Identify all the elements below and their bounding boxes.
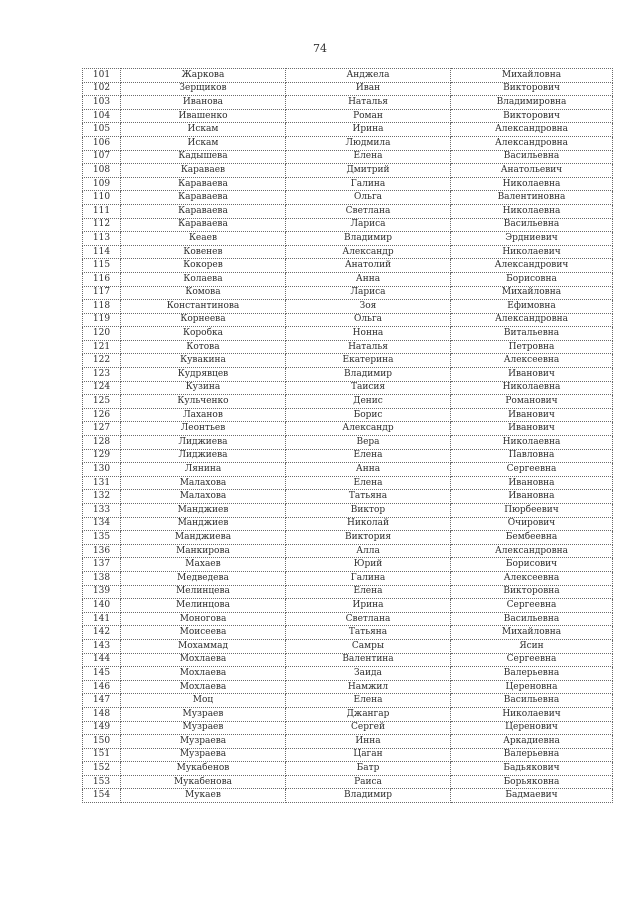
row-number-cell: 121 bbox=[83, 340, 121, 354]
row-number-cell: 120 bbox=[83, 327, 121, 341]
first-name-cell: Ольга bbox=[286, 313, 451, 327]
patronymic-cell: Валерьевна bbox=[451, 667, 613, 681]
first-name-cell: Анатолий bbox=[286, 259, 451, 273]
table-row bbox=[83, 599, 613, 613]
table-row bbox=[83, 109, 613, 123]
table-row bbox=[83, 775, 613, 789]
table-row bbox=[83, 150, 613, 164]
patronymic-cell: Борисович bbox=[451, 558, 613, 572]
table-row bbox=[83, 218, 613, 232]
patronymic-cell: Николаевна bbox=[451, 177, 613, 191]
first-name-cell: Татьяна bbox=[286, 490, 451, 504]
row-number-cell: 119 bbox=[83, 313, 121, 327]
table-row bbox=[83, 123, 613, 137]
row-number-cell: 136 bbox=[83, 544, 121, 558]
last-name-cell: Искам bbox=[121, 136, 286, 150]
first-name-cell: Нонна bbox=[286, 327, 451, 341]
table-row bbox=[83, 436, 613, 450]
table-row bbox=[83, 490, 613, 504]
table-row bbox=[83, 762, 613, 776]
patronymic-cell: Алексеевна bbox=[451, 571, 613, 585]
last-name-cell: Манкирова bbox=[121, 544, 286, 558]
table-row bbox=[83, 639, 613, 653]
row-number-cell: 124 bbox=[83, 381, 121, 395]
last-name-cell: Музраева bbox=[121, 735, 286, 749]
table-row bbox=[83, 544, 613, 558]
patronymic-cell: Бадмаевич bbox=[451, 789, 613, 803]
patronymic-cell: Бадьякович bbox=[451, 762, 613, 776]
first-name-cell: Иван bbox=[286, 82, 451, 96]
table-row bbox=[83, 463, 613, 477]
first-name-cell: Денис bbox=[286, 395, 451, 409]
first-name-cell: Роман bbox=[286, 109, 451, 123]
patronymic-cell: Очирович bbox=[451, 517, 613, 531]
first-name-cell: Вера bbox=[286, 436, 451, 450]
first-name-cell: Борис bbox=[286, 408, 451, 422]
patronymic-cell: Церенович bbox=[451, 721, 613, 735]
table-row bbox=[83, 667, 613, 681]
table-row bbox=[83, 707, 613, 721]
first-name-cell: Виктория bbox=[286, 531, 451, 545]
patronymic-cell: Борисовна bbox=[451, 272, 613, 286]
last-name-cell: Лянина bbox=[121, 463, 286, 477]
table-row bbox=[83, 69, 613, 83]
patronymic-cell: Викторовна bbox=[451, 585, 613, 599]
last-name-cell: Кокорев bbox=[121, 259, 286, 273]
last-name-cell: Медведева bbox=[121, 571, 286, 585]
patronymic-cell: Александровна bbox=[451, 544, 613, 558]
table-row bbox=[83, 272, 613, 286]
last-name-cell: Мелинцова bbox=[121, 599, 286, 613]
row-number-cell: 109 bbox=[83, 177, 121, 191]
row-number-cell: 125 bbox=[83, 395, 121, 409]
patronymic-cell: Петровна bbox=[451, 340, 613, 354]
first-name-cell: Елена bbox=[286, 449, 451, 463]
table-row bbox=[83, 449, 613, 463]
first-name-cell: Николай bbox=[286, 517, 451, 531]
table-row bbox=[83, 558, 613, 572]
row-number-cell: 130 bbox=[83, 463, 121, 477]
row-number-cell: 101 bbox=[83, 69, 121, 83]
row-number-cell: 108 bbox=[83, 164, 121, 178]
table-row bbox=[83, 136, 613, 150]
last-name-cell: Лиджиева bbox=[121, 436, 286, 450]
names-table-body bbox=[83, 69, 613, 803]
last-name-cell: Мукабенова bbox=[121, 775, 286, 789]
row-number-cell: 142 bbox=[83, 626, 121, 640]
last-name-cell: Манджиев bbox=[121, 517, 286, 531]
first-name-cell: Анна bbox=[286, 272, 451, 286]
first-name-cell: Намжил bbox=[286, 680, 451, 694]
row-number-cell: 112 bbox=[83, 218, 121, 232]
last-name-cell: Музраева bbox=[121, 748, 286, 762]
last-name-cell: Музраев bbox=[121, 721, 286, 735]
first-name-cell: Галина bbox=[286, 571, 451, 585]
last-name-cell: Корнеева bbox=[121, 313, 286, 327]
first-name-cell: Виктор bbox=[286, 504, 451, 518]
patronymic-cell: Васильевна bbox=[451, 218, 613, 232]
table-row bbox=[83, 381, 613, 395]
table-row bbox=[83, 191, 613, 205]
first-name-cell: Людмила bbox=[286, 136, 451, 150]
patronymic-cell: Иванович bbox=[451, 422, 613, 436]
table-row bbox=[83, 327, 613, 341]
last-name-cell: Комова bbox=[121, 286, 286, 300]
patronymic-cell: Александрович bbox=[451, 259, 613, 273]
table-row bbox=[83, 354, 613, 368]
table-row bbox=[83, 245, 613, 259]
table-row bbox=[83, 395, 613, 409]
first-name-cell: Владимир bbox=[286, 789, 451, 803]
last-name-cell: Колаева bbox=[121, 272, 286, 286]
row-number-cell: 135 bbox=[83, 531, 121, 545]
last-name-cell: Ивашенко bbox=[121, 109, 286, 123]
row-number-cell: 133 bbox=[83, 504, 121, 518]
row-number-cell: 138 bbox=[83, 571, 121, 585]
row-number-cell: 147 bbox=[83, 694, 121, 708]
row-number-cell: 140 bbox=[83, 599, 121, 613]
last-name-cell: Караваева bbox=[121, 204, 286, 218]
patronymic-cell: Ивановна bbox=[451, 476, 613, 490]
row-number-cell: 139 bbox=[83, 585, 121, 599]
first-name-cell: Цаган bbox=[286, 748, 451, 762]
table-row bbox=[83, 476, 613, 490]
first-name-cell: Ольга bbox=[286, 191, 451, 205]
last-name-cell: Кеаев bbox=[121, 232, 286, 246]
first-name-cell: Наталья bbox=[286, 96, 451, 110]
first-name-cell: Заида bbox=[286, 667, 451, 681]
table-row bbox=[83, 232, 613, 246]
last-name-cell: Кадышева bbox=[121, 150, 286, 164]
first-name-cell: Светлана bbox=[286, 204, 451, 218]
row-number-cell: 106 bbox=[83, 136, 121, 150]
row-number-cell: 145 bbox=[83, 667, 121, 681]
last-name-cell: Константинова bbox=[121, 300, 286, 314]
last-name-cell: Искам bbox=[121, 123, 286, 137]
row-number-cell: 118 bbox=[83, 300, 121, 314]
last-name-cell: Караваева bbox=[121, 177, 286, 191]
first-name-cell: Сергей bbox=[286, 721, 451, 735]
patronymic-cell: Николаевна bbox=[451, 436, 613, 450]
last-name-cell: Караваев bbox=[121, 164, 286, 178]
row-number-cell: 144 bbox=[83, 653, 121, 667]
row-number-cell: 141 bbox=[83, 612, 121, 626]
last-name-cell: Зерщиков bbox=[121, 82, 286, 96]
first-name-cell: Елена bbox=[286, 585, 451, 599]
patronymic-cell: Ясин bbox=[451, 639, 613, 653]
table-row bbox=[83, 748, 613, 762]
table-row bbox=[83, 680, 613, 694]
row-number-cell: 134 bbox=[83, 517, 121, 531]
row-number-cell: 116 bbox=[83, 272, 121, 286]
last-name-cell: Манджиева bbox=[121, 531, 286, 545]
patronymic-cell: Николаевич bbox=[451, 245, 613, 259]
row-number-cell: 137 bbox=[83, 558, 121, 572]
first-name-cell: Владимир bbox=[286, 232, 451, 246]
row-number-cell: 115 bbox=[83, 259, 121, 273]
first-name-cell: Зоя bbox=[286, 300, 451, 314]
last-name-cell: Котова bbox=[121, 340, 286, 354]
first-name-cell: Лариса bbox=[286, 218, 451, 232]
first-name-cell: Владимир bbox=[286, 368, 451, 382]
last-name-cell: Иванова bbox=[121, 96, 286, 110]
patronymic-cell: Цереновна bbox=[451, 680, 613, 694]
table-row bbox=[83, 300, 613, 314]
last-name-cell: Мохаммад bbox=[121, 639, 286, 653]
row-number-cell: 123 bbox=[83, 368, 121, 382]
table-row bbox=[83, 422, 613, 436]
row-number-cell: 111 bbox=[83, 204, 121, 218]
last-name-cell: Мохлаева bbox=[121, 667, 286, 681]
patronymic-cell: Сергеевна bbox=[451, 653, 613, 667]
patronymic-cell: Павловна bbox=[451, 449, 613, 463]
last-name-cell: Мохлаева bbox=[121, 653, 286, 667]
patronymic-cell: Пюрбеевич bbox=[451, 504, 613, 518]
row-number-cell: 129 bbox=[83, 449, 121, 463]
row-number-cell: 102 bbox=[83, 82, 121, 96]
first-name-cell: Елена bbox=[286, 150, 451, 164]
patronymic-cell: Николаевна bbox=[451, 204, 613, 218]
table-row bbox=[83, 585, 613, 599]
first-name-cell: Инна bbox=[286, 735, 451, 749]
first-name-cell: Алла bbox=[286, 544, 451, 558]
first-name-cell: Джангар bbox=[286, 707, 451, 721]
row-number-cell: 153 bbox=[83, 775, 121, 789]
patronymic-cell: Иванович bbox=[451, 368, 613, 382]
first-name-cell: Раиса bbox=[286, 775, 451, 789]
patronymic-cell: Аркадиевна bbox=[451, 735, 613, 749]
last-name-cell: Кульченко bbox=[121, 395, 286, 409]
first-name-cell: Александр bbox=[286, 422, 451, 436]
last-name-cell: Кудрявцев bbox=[121, 368, 286, 382]
patronymic-cell: Михайловна bbox=[451, 69, 613, 83]
row-number-cell: 127 bbox=[83, 422, 121, 436]
last-name-cell: Мелинцева bbox=[121, 585, 286, 599]
table-row bbox=[83, 368, 613, 382]
patronymic-cell: Валерьевна bbox=[451, 748, 613, 762]
row-number-cell: 107 bbox=[83, 150, 121, 164]
first-name-cell: Батр bbox=[286, 762, 451, 776]
table-row bbox=[83, 259, 613, 273]
table-row bbox=[83, 531, 613, 545]
last-name-cell: Мукабенов bbox=[121, 762, 286, 776]
first-name-cell: Ирина bbox=[286, 599, 451, 613]
patronymic-cell: Александровна bbox=[451, 136, 613, 150]
last-name-cell: Манджиев bbox=[121, 504, 286, 518]
last-name-cell: Малахова bbox=[121, 476, 286, 490]
last-name-cell: Моногова bbox=[121, 612, 286, 626]
row-number-cell: 131 bbox=[83, 476, 121, 490]
patronymic-cell: Ефимовна bbox=[451, 300, 613, 314]
page-number: 74 bbox=[313, 42, 327, 55]
last-name-cell: Малахова bbox=[121, 490, 286, 504]
table-row bbox=[83, 177, 613, 191]
last-name-cell: Коробка bbox=[121, 327, 286, 341]
first-name-cell: Татьяна bbox=[286, 626, 451, 640]
table-row bbox=[83, 626, 613, 640]
last-name-cell: Музраев bbox=[121, 707, 286, 721]
last-name-cell: Леонтьев bbox=[121, 422, 286, 436]
table-row bbox=[83, 612, 613, 626]
patronymic-cell: Васильевна bbox=[451, 150, 613, 164]
row-number-cell: 117 bbox=[83, 286, 121, 300]
table-row bbox=[83, 340, 613, 354]
row-number-cell: 126 bbox=[83, 408, 121, 422]
patronymic-cell: Николаевна bbox=[451, 381, 613, 395]
last-name-cell: Лаханов bbox=[121, 408, 286, 422]
patronymic-cell: Михайловна bbox=[451, 286, 613, 300]
first-name-cell: Дмитрий bbox=[286, 164, 451, 178]
table-row bbox=[83, 517, 613, 531]
patronymic-cell: Эрдниевич bbox=[451, 232, 613, 246]
row-number-cell: 103 bbox=[83, 96, 121, 110]
patronymic-cell: Алексеевна bbox=[451, 354, 613, 368]
patronymic-cell: Анатольевич bbox=[451, 164, 613, 178]
first-name-cell: Валентина bbox=[286, 653, 451, 667]
last-name-cell: Караваева bbox=[121, 191, 286, 205]
first-name-cell: Екатерина bbox=[286, 354, 451, 368]
row-number-cell: 128 bbox=[83, 436, 121, 450]
first-name-cell: Юрий bbox=[286, 558, 451, 572]
patronymic-cell: Васильевна bbox=[451, 612, 613, 626]
row-number-cell: 105 bbox=[83, 123, 121, 137]
patronymic-cell: Александровна bbox=[451, 123, 613, 137]
patronymic-cell: Витальевна bbox=[451, 327, 613, 341]
row-number-cell: 132 bbox=[83, 490, 121, 504]
patronymic-cell: Ивановна bbox=[451, 490, 613, 504]
row-number-cell: 143 bbox=[83, 639, 121, 653]
patronymic-cell: Бембеевна bbox=[451, 531, 613, 545]
table-row bbox=[83, 694, 613, 708]
row-number-cell: 152 bbox=[83, 762, 121, 776]
row-number-cell: 113 bbox=[83, 232, 121, 246]
table-row bbox=[83, 204, 613, 218]
table-row bbox=[83, 653, 613, 667]
row-number-cell: 110 bbox=[83, 191, 121, 205]
table-row bbox=[83, 164, 613, 178]
table-row bbox=[83, 504, 613, 518]
table-row bbox=[83, 82, 613, 96]
table-row bbox=[83, 313, 613, 327]
patronymic-cell: Борьяковна bbox=[451, 775, 613, 789]
first-name-cell: Светлана bbox=[286, 612, 451, 626]
last-name-cell: Кузина bbox=[121, 381, 286, 395]
patronymic-cell: Сергеевна bbox=[451, 599, 613, 613]
last-name-cell: Моисеева bbox=[121, 626, 286, 640]
first-name-cell: Елена bbox=[286, 476, 451, 490]
first-name-cell: Галина bbox=[286, 177, 451, 191]
table-row bbox=[83, 408, 613, 422]
last-name-cell: Жаркова bbox=[121, 69, 286, 83]
last-name-cell: Мохлаева bbox=[121, 680, 286, 694]
patronymic-cell: Валентиновна bbox=[451, 191, 613, 205]
first-name-cell: Анджела bbox=[286, 69, 451, 83]
first-name-cell: Анна bbox=[286, 463, 451, 477]
patronymic-cell: Иванович bbox=[451, 408, 613, 422]
patronymic-cell: Викторович bbox=[451, 82, 613, 96]
last-name-cell: Кувакина bbox=[121, 354, 286, 368]
last-name-cell: Махаев bbox=[121, 558, 286, 572]
patronymic-cell: Владимировна bbox=[451, 96, 613, 110]
first-name-cell: Александр bbox=[286, 245, 451, 259]
row-number-cell: 149 bbox=[83, 721, 121, 735]
patronymic-cell: Александровна bbox=[451, 313, 613, 327]
row-number-cell: 146 bbox=[83, 680, 121, 694]
patronymic-cell: Сергеевна bbox=[451, 463, 613, 477]
row-number-cell: 151 bbox=[83, 748, 121, 762]
table-row bbox=[83, 286, 613, 300]
row-number-cell: 148 bbox=[83, 707, 121, 721]
table-row bbox=[83, 789, 613, 803]
first-name-cell: Ирина bbox=[286, 123, 451, 137]
patronymic-cell: Николаевич bbox=[451, 707, 613, 721]
first-name-cell: Елена bbox=[286, 694, 451, 708]
row-number-cell: 154 bbox=[83, 789, 121, 803]
first-name-cell: Таисия bbox=[286, 381, 451, 395]
patronymic-cell: Васильевна bbox=[451, 694, 613, 708]
row-number-cell: 104 bbox=[83, 109, 121, 123]
patronymic-cell: Михайловна bbox=[451, 626, 613, 640]
row-number-cell: 122 bbox=[83, 354, 121, 368]
patronymic-cell: Викторович bbox=[451, 109, 613, 123]
first-name-cell: Самры bbox=[286, 639, 451, 653]
last-name-cell: Моц bbox=[121, 694, 286, 708]
table-row bbox=[83, 96, 613, 110]
last-name-cell: Караваева bbox=[121, 218, 286, 232]
first-name-cell: Лариса bbox=[286, 286, 451, 300]
table-row bbox=[83, 571, 613, 585]
table-row bbox=[83, 721, 613, 735]
row-number-cell: 150 bbox=[83, 735, 121, 749]
first-name-cell: Наталья bbox=[286, 340, 451, 354]
names-table bbox=[82, 68, 613, 803]
table-row bbox=[83, 735, 613, 749]
row-number-cell: 114 bbox=[83, 245, 121, 259]
last-name-cell: Лиджиева bbox=[121, 449, 286, 463]
last-name-cell: Ковенев bbox=[121, 245, 286, 259]
last-name-cell: Мукаев bbox=[121, 789, 286, 803]
patronymic-cell: Романович bbox=[451, 395, 613, 409]
